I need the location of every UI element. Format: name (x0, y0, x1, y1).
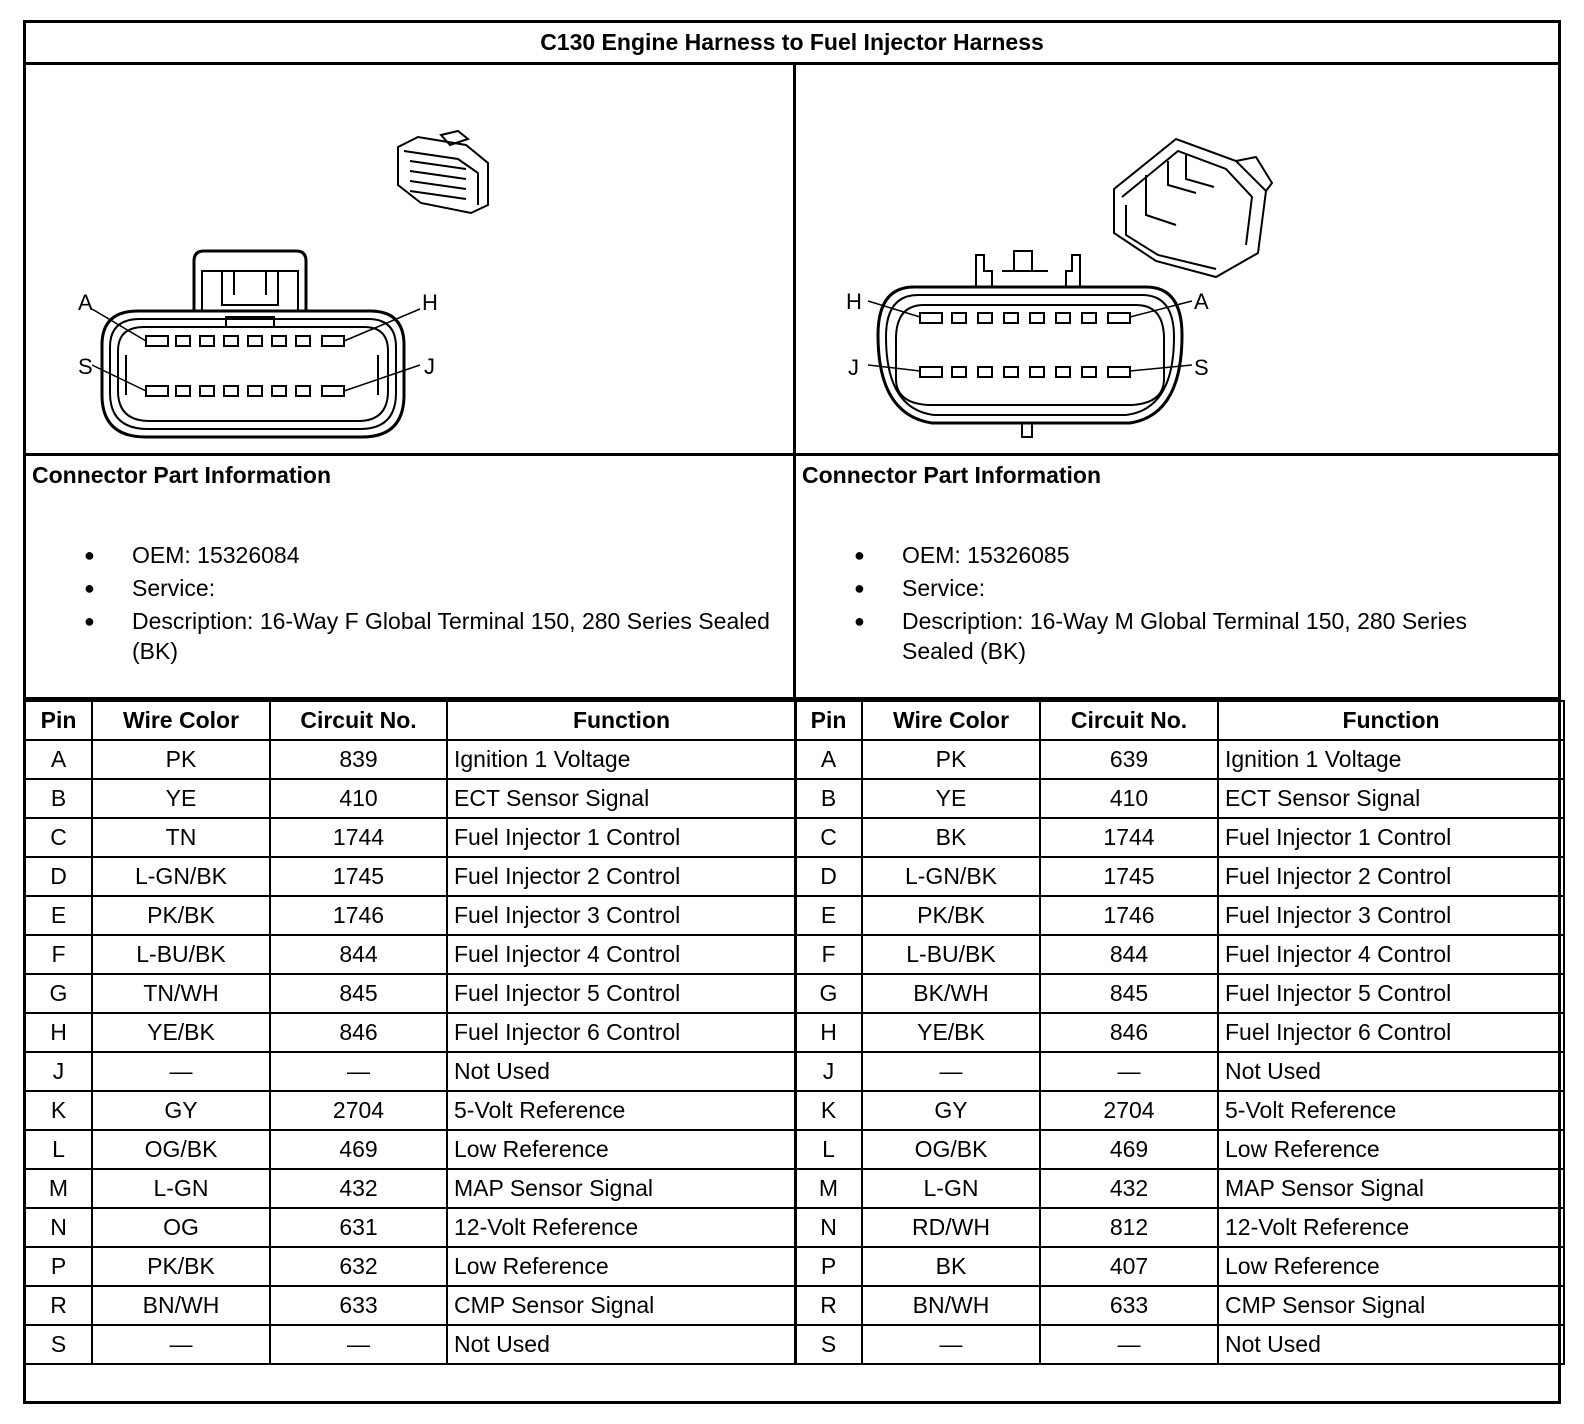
pinout-table-left (24, 700, 797, 1365)
table-row (795, 1208, 1564, 1247)
col-header-circuit: Circuit No. (1040, 701, 1218, 740)
cell-wire-color: L-GN/BK (862, 857, 1040, 896)
info-item-oem: ● OEM: 15326085 (854, 542, 1070, 568)
cell-pin: R (25, 1286, 92, 1325)
cell-function: Fuel Injector 6 Control (1218, 1013, 1564, 1052)
info-heading: Connector Part Information (32, 462, 332, 488)
cell-wire-color: L-GN (862, 1169, 1040, 1208)
cell-function: MAP Sensor Signal (1218, 1169, 1564, 1208)
col-header-wire-color: Wire Color (862, 701, 1040, 740)
table-row (795, 935, 1564, 974)
cell-function: 5-Volt Reference (447, 1091, 796, 1130)
cell-wire-color: RD/WH (862, 1208, 1040, 1247)
pin-label-top-left-right: H (846, 289, 862, 314)
cell-wire-color: — (92, 1325, 270, 1364)
cell-wire-color: PK (862, 740, 1040, 779)
cell-pin: E (795, 896, 862, 935)
cell-circuit: 633 (1040, 1286, 1218, 1325)
table-row (25, 1130, 796, 1169)
table-row (795, 1169, 1564, 1208)
cell-circuit: 844 (270, 935, 447, 974)
cell-circuit: — (1040, 1325, 1218, 1364)
cell-function: 5-Volt Reference (1218, 1091, 1564, 1130)
cell-wire-color: L-GN (92, 1169, 270, 1208)
cell-circuit: — (1040, 1052, 1218, 1091)
cell-circuit: — (270, 1052, 447, 1091)
cell-pin: A (25, 740, 92, 779)
cell-wire-color: OG/BK (862, 1130, 1040, 1169)
bullet-icon: ● (84, 578, 95, 598)
cell-circuit: 639 (1040, 740, 1218, 779)
cell-wire-color: GY (862, 1091, 1040, 1130)
cell-pin: S (795, 1325, 862, 1364)
cell-wire-color: L-BU/BK (862, 935, 1040, 974)
table-row (795, 896, 1564, 935)
table-row (25, 1286, 796, 1325)
pinout-table-right (794, 700, 1565, 1365)
cell-wire-color: — (92, 1052, 270, 1091)
cell-circuit: — (270, 1325, 447, 1364)
table-row (25, 1052, 796, 1091)
cell-pin: E (25, 896, 92, 935)
cell-circuit: 1744 (1040, 818, 1218, 857)
cell-pin: F (795, 935, 862, 974)
cell-function: Fuel Injector 2 Control (1218, 857, 1564, 896)
cell-function: 12-Volt Reference (447, 1208, 796, 1247)
bullet-icon: ● (854, 578, 865, 598)
cell-circuit: 469 (270, 1130, 447, 1169)
cell-pin: M (25, 1169, 92, 1208)
cell-wire-color: YE/BK (862, 1013, 1040, 1052)
cell-pin: H (25, 1013, 92, 1052)
cell-wire-color: — (862, 1052, 1040, 1091)
info-item-description: ● Description: 16-Way F Global Terminal 150, 280 Series Sealed (BK) (84, 608, 770, 664)
cell-pin: B (795, 779, 862, 818)
cell-circuit: 845 (270, 974, 447, 1013)
cell-circuit: 633 (270, 1286, 447, 1325)
cell-pin: D (795, 857, 862, 896)
cell-wire-color: BN/WH (862, 1286, 1040, 1325)
connector-image-right (796, 65, 1561, 453)
cell-pin: P (25, 1247, 92, 1286)
table-header-row (795, 701, 1564, 740)
cell-function: ECT Sensor Signal (447, 779, 796, 818)
cell-circuit: 410 (270, 779, 447, 818)
cell-wire-color: L-GN/BK (92, 857, 270, 896)
cell-pin: L (795, 1130, 862, 1169)
col-header-circuit: Circuit No. (270, 701, 447, 740)
cell-function: Fuel Injector 3 Control (447, 896, 796, 935)
cell-pin: G (795, 974, 862, 1013)
table-row (795, 779, 1564, 818)
cell-wire-color: YE/BK (92, 1013, 270, 1052)
cell-pin: G (25, 974, 92, 1013)
table-row (25, 740, 796, 779)
cell-function: 12-Volt Reference (1218, 1208, 1564, 1247)
cell-circuit: 410 (1040, 779, 1218, 818)
info-list (802, 540, 1561, 666)
cell-circuit: 812 (1040, 1208, 1218, 1247)
cell-circuit: 1746 (270, 896, 447, 935)
cell-pin: C (795, 818, 862, 857)
cell-function: Not Used (447, 1052, 796, 1091)
table-row (25, 1325, 796, 1364)
table-row (25, 896, 796, 935)
cell-circuit: 845 (1040, 974, 1218, 1013)
bullet-icon: ● (854, 545, 865, 565)
cell-circuit: 2704 (1040, 1091, 1218, 1130)
info-heading: Connector Part Information (802, 462, 1102, 488)
connector-info-left (26, 456, 793, 700)
table-row (25, 935, 796, 974)
cell-pin: J (795, 1052, 862, 1091)
cell-function: Fuel Injector 5 Control (447, 974, 796, 1013)
cell-function: Low Reference (1218, 1130, 1564, 1169)
bullet-icon: ● (84, 545, 95, 565)
table-row (25, 1091, 796, 1130)
col-header-pin: Pin (795, 701, 862, 740)
bullet-icon: ● (84, 611, 95, 631)
cell-circuit: 1746 (1040, 896, 1218, 935)
cell-circuit: 2704 (270, 1091, 447, 1130)
table-row (795, 1130, 1564, 1169)
pin-label-bottom-right-right: S (1194, 355, 1209, 380)
cell-function: Fuel Injector 6 Control (447, 1013, 796, 1052)
cell-function: Ignition 1 Voltage (1218, 740, 1564, 779)
cell-function: Fuel Injector 2 Control (447, 857, 796, 896)
cell-pin: A (795, 740, 862, 779)
cell-wire-color: TN/WH (92, 974, 270, 1013)
cell-wire-color: BK/WH (862, 974, 1040, 1013)
col-header-function: Function (447, 701, 796, 740)
cell-pin: P (795, 1247, 862, 1286)
pin-label-bottom-left-right: J (848, 355, 859, 380)
cell-wire-color: L-BU/BK (92, 935, 270, 974)
cell-circuit: 1745 (1040, 857, 1218, 896)
cell-wire-color: PK (92, 740, 270, 779)
cell-function: MAP Sensor Signal (447, 1169, 796, 1208)
cell-wire-color: TN (92, 818, 270, 857)
cell-function: Not Used (1218, 1325, 1564, 1364)
table-row (795, 1247, 1564, 1286)
cell-circuit: 432 (1040, 1169, 1218, 1208)
cell-pin: H (795, 1013, 862, 1052)
cell-pin: L (25, 1130, 92, 1169)
col-header-wire-color: Wire Color (92, 701, 270, 740)
cell-pin: B (25, 779, 92, 818)
cell-function: Low Reference (1218, 1247, 1564, 1286)
cell-pin: D (25, 857, 92, 896)
cell-function: Low Reference (447, 1247, 796, 1286)
cell-function: Fuel Injector 4 Control (447, 935, 796, 974)
connector-thumbnail-left (398, 131, 488, 213)
cell-wire-color: PK/BK (92, 1247, 270, 1286)
cell-circuit: 469 (1040, 1130, 1218, 1169)
cell-pin: F (25, 935, 92, 974)
connector-info-right (796, 456, 1561, 700)
info-item-oem: ● OEM: 15326084 (84, 542, 300, 568)
cell-function: Not Used (1218, 1052, 1564, 1091)
cell-wire-color: PK/BK (92, 896, 270, 935)
cell-function: CMP Sensor Signal (447, 1286, 796, 1325)
table-row (795, 974, 1564, 1013)
cell-circuit: 846 (1040, 1013, 1218, 1052)
cell-circuit: 1745 (270, 857, 447, 896)
table-row (795, 1325, 1564, 1364)
cell-wire-color: YE (862, 779, 1040, 818)
cell-pin: R (795, 1286, 862, 1325)
cell-circuit: 432 (270, 1169, 447, 1208)
table-row (795, 1013, 1564, 1052)
col-header-function: Function (1218, 701, 1564, 740)
table-row (25, 857, 796, 896)
cell-pin: J (25, 1052, 92, 1091)
cell-pin: C (25, 818, 92, 857)
cell-pin: N (795, 1208, 862, 1247)
cell-function: Fuel Injector 4 Control (1218, 935, 1564, 974)
table-row (795, 818, 1564, 857)
pin-label-bottom-left-left: S (78, 354, 93, 379)
connector-image-left (26, 65, 793, 453)
cell-function: Fuel Injector 3 Control (1218, 896, 1564, 935)
cell-pin: S (25, 1325, 92, 1364)
cell-function: Not Used (447, 1325, 796, 1364)
pin-label-bottom-right-left: J (424, 354, 435, 379)
info-item-service: ● Service: (84, 575, 216, 601)
cell-circuit: 407 (1040, 1247, 1218, 1286)
table-row (795, 857, 1564, 896)
cell-pin: N (25, 1208, 92, 1247)
cell-pin: K (25, 1091, 92, 1130)
col-header-pin: Pin (25, 701, 92, 740)
cell-wire-color: OG (92, 1208, 270, 1247)
info-item-description: ● Description: 16-Way M Global Terminal 150, 280 Series Sealed (BK) (854, 608, 1468, 664)
cell-circuit: 631 (270, 1208, 447, 1247)
cell-wire-color: OG/BK (92, 1130, 270, 1169)
table-row (25, 974, 796, 1013)
table-row (795, 1091, 1564, 1130)
table-row (25, 1013, 796, 1052)
cell-function: CMP Sensor Signal (1218, 1286, 1564, 1325)
bullet-icon: ● (854, 611, 865, 631)
cell-pin: K (795, 1091, 862, 1130)
cell-circuit: 1744 (270, 818, 447, 857)
page-title: C130 Engine Harness to Fuel Injector Harness (26, 23, 1558, 65)
table-row (25, 1208, 796, 1247)
cell-wire-color: PK/BK (862, 896, 1040, 935)
cell-circuit: 839 (270, 740, 447, 779)
info-list (32, 540, 793, 666)
cell-pin: M (795, 1169, 862, 1208)
cell-function: ECT Sensor Signal (1218, 779, 1564, 818)
cell-wire-color: BN/WH (92, 1286, 270, 1325)
table-row (795, 1286, 1564, 1325)
cell-function: Low Reference (447, 1130, 796, 1169)
cell-wire-color: BK (862, 818, 1040, 857)
cell-wire-color: YE (92, 779, 270, 818)
cell-function: Fuel Injector 1 Control (447, 818, 796, 857)
table-row (795, 1052, 1564, 1091)
cell-wire-color: BK (862, 1247, 1040, 1286)
cell-wire-color: GY (92, 1091, 270, 1130)
info-item-service: ● Service: (854, 575, 986, 601)
table-row (25, 1247, 796, 1286)
table-row (25, 779, 796, 818)
cell-function: Ignition 1 Voltage (447, 740, 796, 779)
pin-label-top-left-left: A (78, 290, 93, 315)
pin-label-top-right-left: H (422, 290, 438, 315)
cell-function: Fuel Injector 5 Control (1218, 974, 1564, 1013)
cell-function: Fuel Injector 1 Control (1218, 818, 1564, 857)
cell-circuit: 846 (270, 1013, 447, 1052)
table-row (795, 740, 1564, 779)
table-row (25, 1169, 796, 1208)
connector-thumbnail-right (1114, 139, 1272, 277)
cell-circuit: 632 (270, 1247, 447, 1286)
cell-circuit: 844 (1040, 935, 1218, 974)
table-row (25, 818, 796, 857)
table-header-row (25, 701, 796, 740)
connector-sheet (23, 20, 1561, 1404)
cell-wire-color: — (862, 1325, 1040, 1364)
pin-label-top-right-right: A (1194, 289, 1209, 314)
